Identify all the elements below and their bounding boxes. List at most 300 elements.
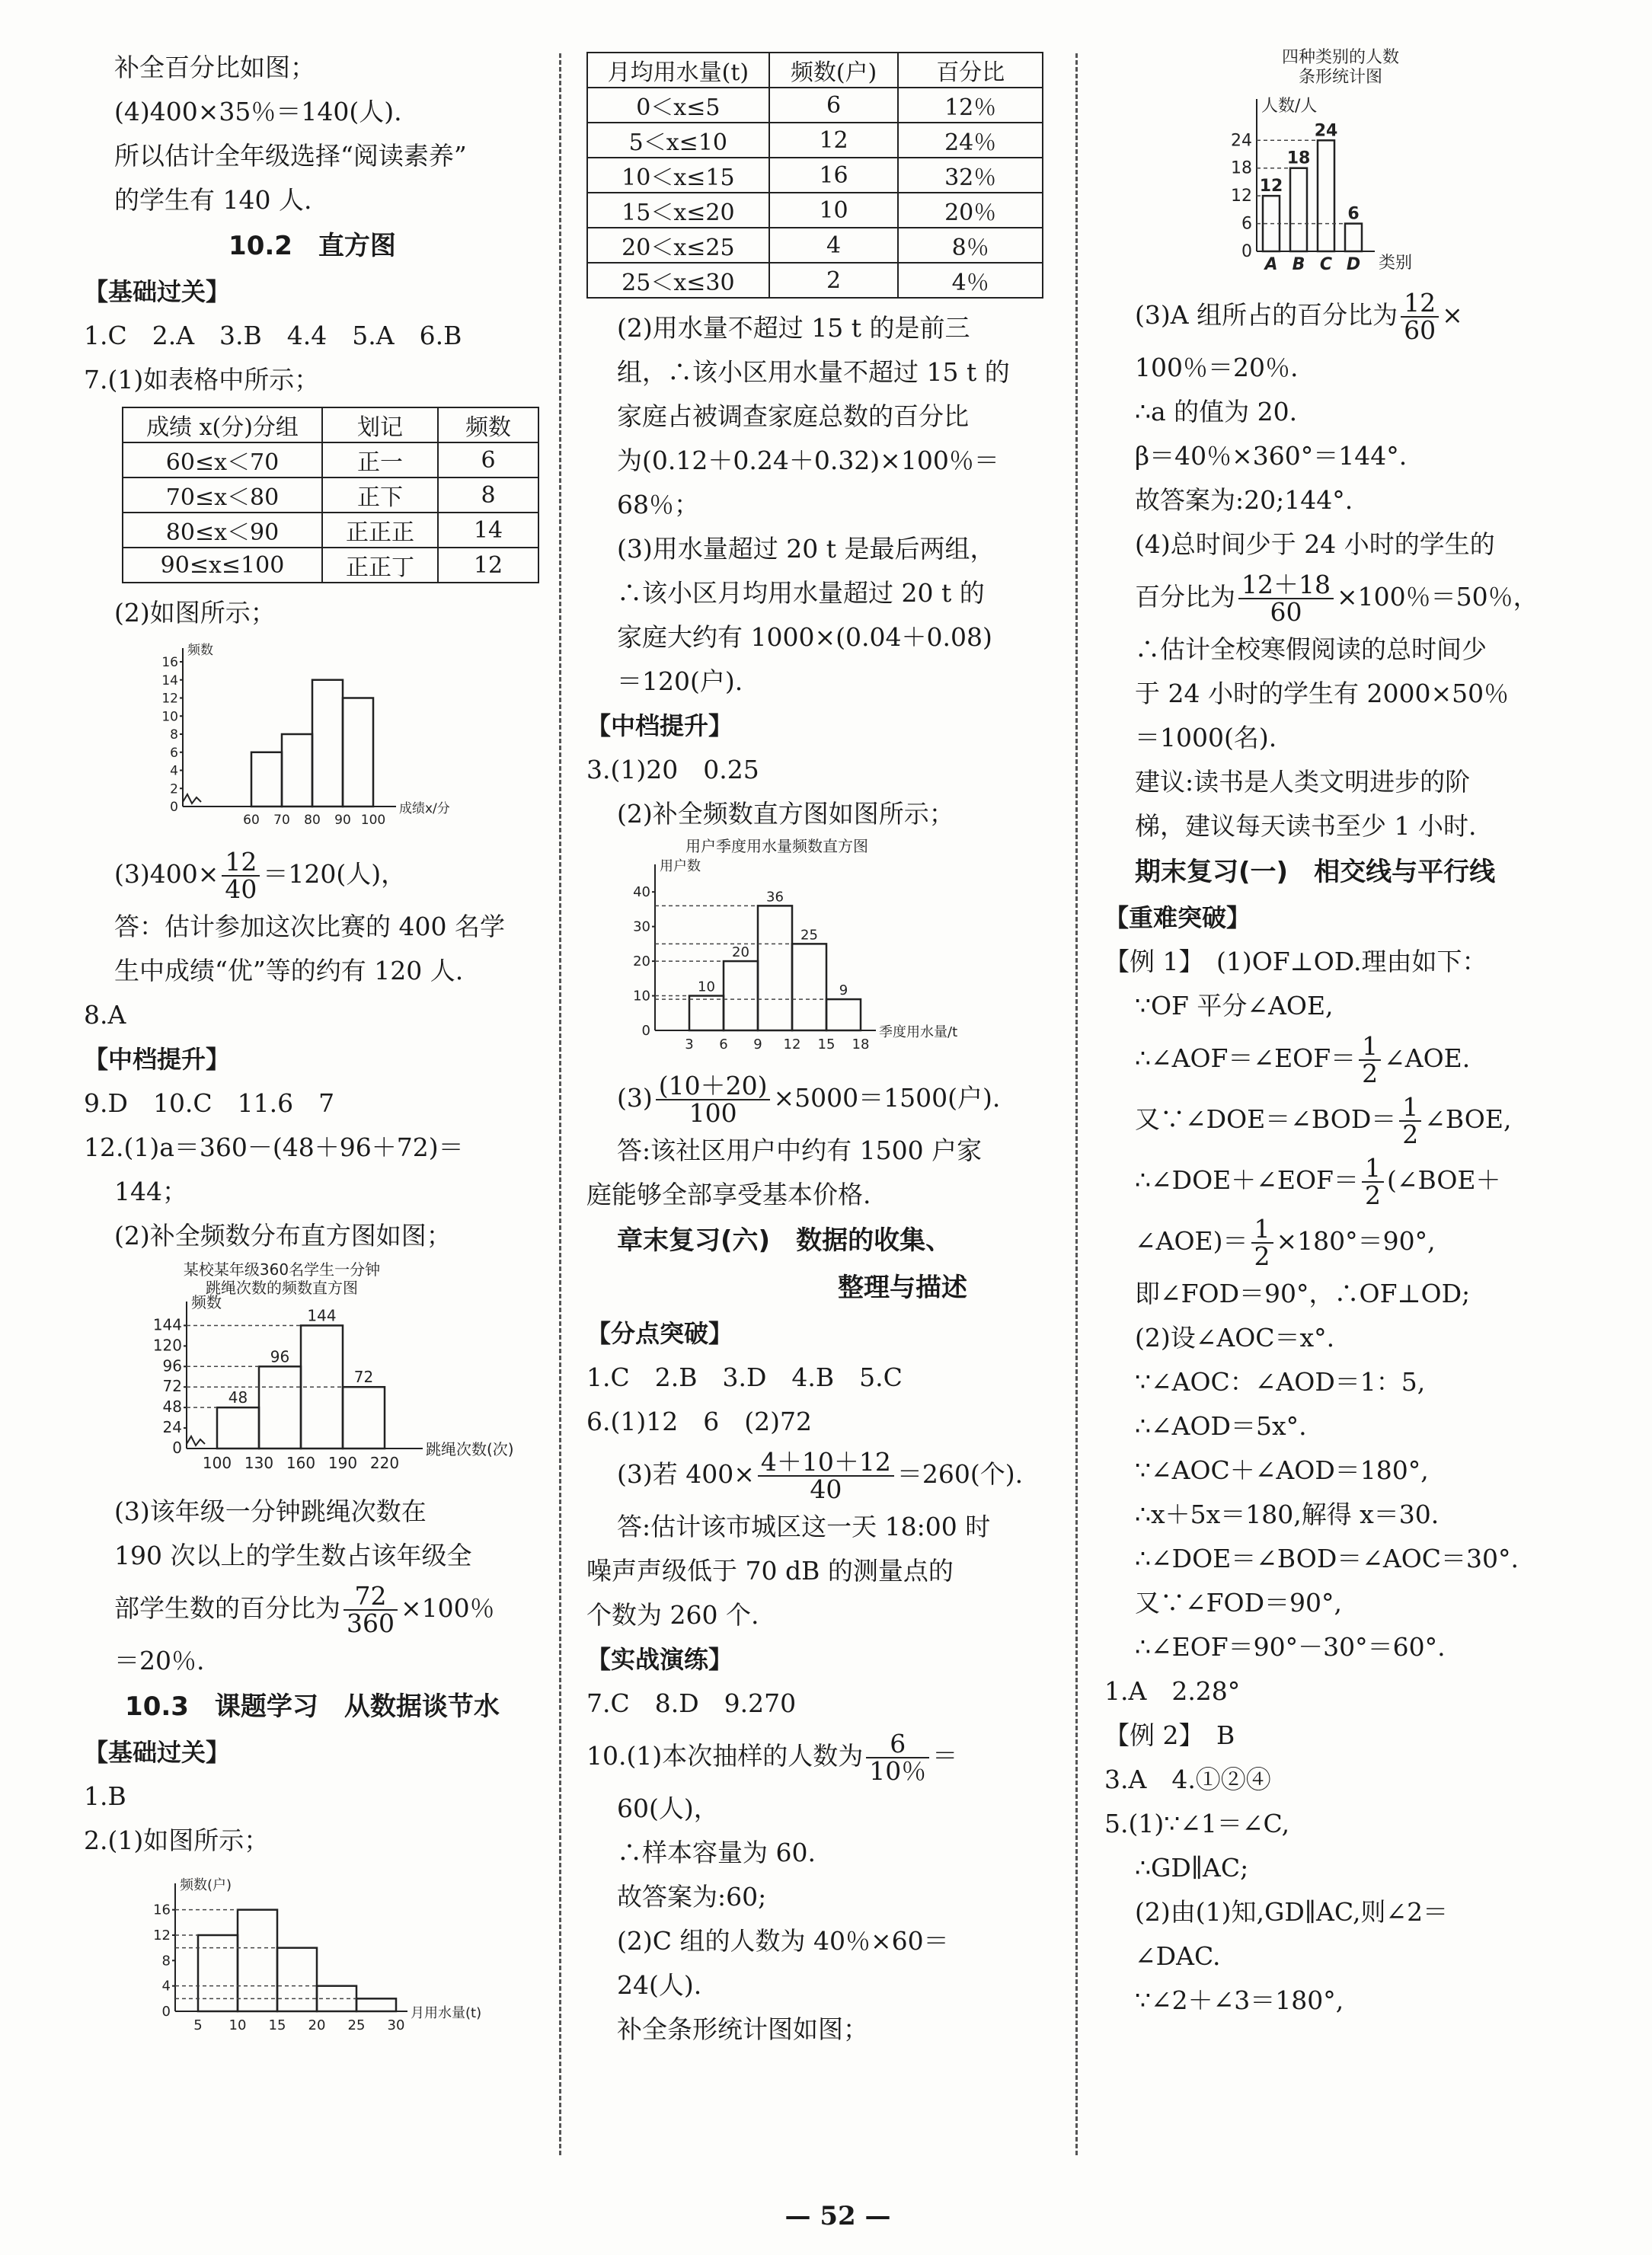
text-line bbox=[84, 844, 541, 905]
jump-rope-histogram bbox=[129, 1258, 526, 1487]
table-header-cell: 频数 bbox=[438, 407, 538, 442]
table-cell: 20＜x≤25 bbox=[587, 228, 769, 263]
text-line: ∴GD∥AC; bbox=[1135, 1853, 1249, 1883]
text-line: 噪声声级低于 70 dB 的测量点的 bbox=[586, 1556, 954, 1586]
text-line: ∠DAC. bbox=[1135, 1941, 1221, 1971]
x-axis-label: 成绩x/分 bbox=[399, 801, 450, 816]
text-line: 建议:读书是人类文明进步的阶 bbox=[1135, 767, 1471, 797]
y-tick-label: 20 bbox=[633, 953, 650, 970]
histogram-bar bbox=[724, 961, 758, 1030]
text-line: 60(人)， bbox=[617, 1793, 719, 1823]
numerator: 1 bbox=[1399, 1094, 1421, 1122]
table-row bbox=[587, 158, 1043, 193]
x-tick-label: 20 bbox=[308, 2017, 326, 2033]
bar-value-label: 9 bbox=[839, 982, 848, 999]
bar-value-label: 18 bbox=[1286, 149, 1311, 168]
water-usage-histogram bbox=[152, 1863, 548, 2038]
table-cell: 8 bbox=[438, 478, 538, 513]
x-tick-label: 100 bbox=[202, 1454, 232, 1472]
y-tick-label: 4 bbox=[170, 763, 178, 779]
text-line: 于 24 小时的学生有 2000×50％ bbox=[1135, 679, 1510, 708]
score-histogram bbox=[152, 635, 472, 841]
text-line bbox=[84, 1578, 541, 1639]
y-axis-label: 频数 bbox=[191, 1293, 222, 1311]
formula-part: ＝120(人)， bbox=[263, 859, 407, 889]
table-cell: 90≤x≤100 bbox=[123, 548, 322, 583]
table-cell: 25＜x≤30 bbox=[587, 263, 769, 298]
section-tag: 【基础过关】 bbox=[84, 277, 231, 306]
text-line: ＝120(户). bbox=[617, 666, 743, 696]
denominator: 360 bbox=[347, 1608, 395, 1638]
bar-value-label: 144 bbox=[307, 1306, 337, 1325]
fraction bbox=[656, 1073, 771, 1126]
formula-part: ∠AOE)＝ bbox=[1135, 1226, 1248, 1256]
bar-value-label: 10 bbox=[698, 979, 715, 995]
fraction bbox=[222, 849, 260, 902]
answer-line: 9.D 10.C 11.6 7 bbox=[84, 1088, 335, 1118]
numerator: 1 bbox=[1359, 1033, 1381, 1061]
table-header-row bbox=[123, 407, 538, 442]
answer-line: 1.C 2.A 3.B 4.4 5.A 6.B bbox=[84, 321, 462, 350]
text-line: 补全百分比如图； bbox=[114, 53, 315, 82]
x-tick-label: 18 bbox=[852, 1036, 870, 1052]
text-line bbox=[1104, 285, 1607, 346]
section-tag: 【分点突破】 bbox=[586, 1319, 733, 1348]
text-line: 24(人). bbox=[617, 1970, 702, 2000]
section-tag: 【实战演练】 bbox=[586, 1645, 733, 1674]
answer-line: 1.A 2.28° bbox=[1104, 1676, 1241, 1706]
formula-part: (3) bbox=[617, 1083, 653, 1113]
table-cell: 16 bbox=[769, 158, 899, 193]
y-tick-label: 14 bbox=[161, 672, 178, 688]
text-line: 家庭大约有 1000×(0.04＋0.08) bbox=[617, 622, 992, 652]
chart-title: 四种类别的人数 bbox=[1281, 48, 1400, 67]
fraction bbox=[1359, 1033, 1381, 1087]
text-line: ∴a 的值为 20. bbox=[1135, 397, 1298, 426]
table-row bbox=[123, 478, 538, 513]
text-line: 的学生有 140 人. bbox=[114, 185, 312, 215]
text-line: 故答案为:20;144°. bbox=[1135, 485, 1353, 515]
table-cell: 12 bbox=[438, 548, 538, 583]
table-cell: 14 bbox=[438, 513, 538, 548]
text-line: ∴样本容量为 60. bbox=[617, 1838, 816, 1867]
answer-line: 3.A 4.①②④ bbox=[1104, 1765, 1271, 1794]
section-heading: 整理与描述 bbox=[838, 1273, 967, 1303]
formula-part: (3)A 组所占的百分比为 bbox=[1135, 300, 1398, 330]
formula-part: 10.(1)本次抽样的人数为 bbox=[586, 1741, 864, 1771]
table-cell: 正正丁 bbox=[322, 548, 438, 583]
text-line: 家庭占被调查家庭总数的百分比 bbox=[617, 401, 969, 431]
formula-part: 百分比为 bbox=[1135, 582, 1235, 612]
denominator: 2 bbox=[1364, 1180, 1381, 1210]
text-line bbox=[1104, 1211, 1607, 1272]
text-line: ∴∠AOD＝5x°. bbox=[1135, 1411, 1307, 1441]
table-cell: 5＜x≤10 bbox=[587, 123, 769, 158]
formula-part: ∴∠DOE＋∠EOF＝ bbox=[1135, 1165, 1359, 1195]
text-line: (4)400×35％＝140(人). bbox=[114, 97, 402, 126]
bar bbox=[1318, 140, 1334, 251]
histogram-bar bbox=[251, 752, 282, 806]
text-line: (4)总时间少于 24 小时的学生的 bbox=[1135, 529, 1495, 559]
x-tick-label: 15 bbox=[817, 1036, 836, 1052]
numerator: 12 bbox=[1401, 290, 1439, 318]
y-tick-label: 6 bbox=[1241, 214, 1252, 234]
histogram-bar bbox=[356, 1998, 396, 2011]
bar-value-label: 6 bbox=[1347, 204, 1360, 224]
table-cell: 24％ bbox=[898, 123, 1043, 158]
table-cell: 70≤x＜80 bbox=[123, 478, 322, 513]
table-row bbox=[587, 88, 1043, 123]
histogram-bar bbox=[259, 1366, 301, 1449]
histogram-bar bbox=[238, 1910, 277, 2011]
column-3 bbox=[1104, 46, 1607, 2023]
bar bbox=[1290, 168, 1307, 251]
section-tag: 【重难突破】 bbox=[1104, 903, 1251, 932]
y-tick-label: 144 bbox=[152, 1315, 182, 1334]
formula-part: ×180°＝90°, bbox=[1276, 1226, 1436, 1256]
text-line: 为(0.12＋0.24＋0.32)×100％＝ bbox=[617, 446, 999, 475]
y-tick-label: 12 bbox=[153, 1928, 171, 1944]
text-line: 100％＝20％. bbox=[1135, 353, 1299, 382]
y-tick-label: 96 bbox=[162, 1356, 182, 1375]
chart-title: 跳绳次数的频数直方图 bbox=[206, 1279, 358, 1297]
x-axis-label: 跳绳次数(次) bbox=[426, 1440, 514, 1458]
text-line: (2)补全频数直方图如图所示； bbox=[617, 799, 954, 829]
table-row bbox=[123, 548, 538, 583]
answer-line: 1.C 2.B 3.D 4.B 5.C bbox=[586, 1362, 903, 1392]
text-line: 组，∴该小区用水量不超过 15 t 的 bbox=[617, 357, 1010, 387]
column-2 bbox=[586, 46, 1043, 2052]
text-line: ∴∠EOF＝90°－30°＝60°. bbox=[1135, 1632, 1446, 1662]
table-cell: 2 bbox=[769, 263, 899, 298]
denominator: 10％ bbox=[869, 1756, 927, 1786]
axis-break-mark bbox=[183, 794, 201, 803]
formula-part: (3)400× bbox=[114, 859, 219, 889]
y-tick-label: 4 bbox=[161, 1978, 171, 1995]
text-line: 梯，建议每天读书至少 1 小时. bbox=[1135, 811, 1477, 841]
example-line: 【例 2】 B bbox=[1104, 1720, 1235, 1750]
table-cell: 32％ bbox=[898, 158, 1043, 193]
category-label: B bbox=[1292, 255, 1305, 274]
fraction bbox=[1401, 290, 1439, 343]
y-tick-label: 18 bbox=[1231, 158, 1252, 178]
text-line: 所以估计全年级选择“阅读素养” bbox=[114, 141, 467, 171]
table-cell: 12 bbox=[769, 123, 899, 158]
answer-line bbox=[586, 1726, 1043, 1787]
formula-part: × bbox=[1442, 300, 1463, 330]
x-tick-label: 100 bbox=[360, 813, 386, 828]
table-cell: 4％ bbox=[898, 263, 1043, 298]
table-cell: 正正正 bbox=[322, 513, 438, 548]
formula-part: ＝ bbox=[932, 1741, 958, 1771]
table-cell: 20％ bbox=[898, 193, 1043, 228]
table-cell: 8％ bbox=[898, 228, 1043, 263]
denominator: 2 bbox=[1402, 1120, 1419, 1149]
text-line: (3)该年级一分钟跳绳次数在 bbox=[114, 1496, 427, 1526]
y-tick-label: 40 bbox=[633, 884, 650, 901]
category-label: C bbox=[1319, 255, 1333, 274]
x-tick-label: 160 bbox=[286, 1454, 316, 1472]
y-tick-label: 16 bbox=[161, 655, 178, 670]
x-tick-label: 25 bbox=[347, 2017, 366, 2033]
histogram-bar bbox=[689, 996, 724, 1030]
y-tick-label: 0 bbox=[641, 1023, 650, 1039]
histogram-bar bbox=[301, 1325, 343, 1449]
text-line: ∵∠AOC：∠AOD＝1：5, bbox=[1135, 1367, 1426, 1397]
bar bbox=[1345, 224, 1362, 251]
text-line: 144； bbox=[114, 1177, 187, 1206]
histogram-bar bbox=[277, 1948, 317, 2011]
formula-part: ×100％＝50％， bbox=[1336, 582, 1539, 612]
y-tick-label: 0 bbox=[1241, 242, 1252, 261]
text-line: 答:估计该市城区这一天 18:00 时 bbox=[617, 1512, 991, 1541]
table-cell: 4 bbox=[769, 228, 899, 263]
table-row bbox=[587, 263, 1043, 298]
x-tick-label: 90 bbox=[334, 813, 351, 828]
denominator: 40 bbox=[810, 1474, 842, 1504]
x-tick-label: 6 bbox=[719, 1036, 728, 1052]
text-line: 68％； bbox=[617, 490, 699, 519]
answer-line: 7.(1)如表格中所示； bbox=[84, 365, 320, 394]
y-axis-label: 人数/人 bbox=[1261, 97, 1318, 116]
text-line: ＝1000(名). bbox=[1135, 723, 1277, 752]
numerator: 4＋10＋12 bbox=[758, 1449, 894, 1477]
x-axis-label: 月用水量(t) bbox=[411, 2005, 482, 2021]
answer-line: 7.C 8.D 9.270 bbox=[586, 1688, 797, 1718]
x-tick-label: 30 bbox=[387, 2017, 405, 2033]
text-line: 故答案为:60; bbox=[617, 1882, 767, 1912]
quarterly-water-histogram bbox=[602, 836, 1028, 1065]
numerator: (10＋20) bbox=[656, 1073, 771, 1100]
text-line: 补全条形统计图如图； bbox=[617, 2014, 868, 2044]
fraction bbox=[758, 1449, 894, 1503]
category-label: A bbox=[1264, 255, 1278, 274]
histogram-bar bbox=[792, 944, 826, 1030]
histogram-bar bbox=[312, 680, 343, 806]
formula-part: (3)若 400× bbox=[617, 1459, 755, 1489]
y-tick-label: 24 bbox=[162, 1418, 182, 1437]
fraction bbox=[1238, 572, 1334, 625]
chart-title: 某校某年级360名学生一分钟 bbox=[183, 1260, 381, 1279]
section-heading: 期末复习(一) 相交线与平行线 bbox=[1135, 857, 1496, 887]
x-tick-label: 70 bbox=[273, 813, 290, 828]
denominator: 40 bbox=[225, 874, 257, 904]
y-tick-label: 10 bbox=[161, 709, 178, 725]
text-line: (2)如图所示； bbox=[114, 598, 276, 628]
answer-line: 12.(1)a＝360－(48＋96＋72)＝ bbox=[84, 1132, 464, 1162]
column-divider bbox=[559, 53, 561, 2155]
y-tick-label: 2 bbox=[170, 781, 178, 797]
y-tick-label: 72 bbox=[162, 1377, 182, 1396]
column-divider bbox=[1075, 53, 1078, 2155]
x-tick-label: 220 bbox=[369, 1454, 400, 1472]
text-line: ∴∠DOE＝∠BOD＝∠AOC＝30°. bbox=[1135, 1544, 1519, 1573]
table-row bbox=[587, 228, 1043, 263]
x-axis-label: 季度用水量/t bbox=[879, 1024, 958, 1040]
bar-value-label: 24 bbox=[1314, 121, 1338, 141]
example-line: 【例 1】 (1)OF⊥OD.理由如下： bbox=[1104, 947, 1487, 976]
x-tick-label: 10 bbox=[228, 2017, 247, 2033]
text-line bbox=[1104, 1028, 1607, 1089]
numerator: 6 bbox=[866, 1731, 929, 1758]
answer-line: 5.(1)∵∠1＝∠C, bbox=[1104, 1809, 1290, 1838]
fraction bbox=[1399, 1094, 1421, 1148]
formula-part: ∴∠AOF＝∠EOF＝ bbox=[1135, 1043, 1356, 1073]
table-cell: 60≤x＜70 bbox=[123, 442, 322, 478]
numerator: 1 bbox=[1362, 1155, 1384, 1183]
table-row bbox=[587, 193, 1043, 228]
table-cell: 10 bbox=[769, 193, 899, 228]
formula-part: ×100％ bbox=[401, 1593, 495, 1623]
x-tick-label: 60 bbox=[243, 813, 260, 828]
histogram-bar bbox=[343, 1387, 385, 1449]
section-tag: 【中档提升】 bbox=[84, 1045, 231, 1074]
table-cell: 6 bbox=[438, 442, 538, 478]
answer-line: 8.A bbox=[84, 1000, 126, 1030]
text-line: 庭能够全部享受基本价格. bbox=[586, 1180, 871, 1209]
y-tick-label: 0 bbox=[161, 2004, 171, 2020]
table-header-cell: 成绩 x(分)分组 bbox=[123, 407, 322, 442]
text-line: ∴x＋5x＝180,解得 x＝30. bbox=[1135, 1500, 1440, 1529]
formula-part: ×5000＝1500(户). bbox=[773, 1083, 1001, 1113]
answer-line: 2.(1)如图所示； bbox=[84, 1825, 270, 1855]
formula-part: ∠BOE, bbox=[1424, 1104, 1512, 1134]
text-line: (2)设∠AOC＝x°. bbox=[1135, 1323, 1335, 1353]
chart-title: 条形统计图 bbox=[1298, 68, 1383, 87]
x-tick-label: 9 bbox=[753, 1036, 762, 1052]
text-line: (3)用水量超过 20 t 是最后两组， bbox=[617, 534, 995, 564]
y-axis-label: 频数 bbox=[187, 643, 213, 658]
text-line: ∴该小区月均用水量超过 20 t 的 bbox=[617, 578, 985, 608]
text-line: ＝20％. bbox=[114, 1646, 205, 1675]
denominator: 100 bbox=[689, 1098, 737, 1128]
category-bar-chart bbox=[1211, 46, 1485, 282]
table-cell: 15＜x≤20 bbox=[587, 193, 769, 228]
numerator: 1 bbox=[1251, 1216, 1273, 1244]
table-cell: 正下 bbox=[322, 478, 438, 513]
bar-value-label: 36 bbox=[766, 889, 784, 906]
text-line: 个数为 260 个. bbox=[586, 1600, 759, 1630]
fraction bbox=[866, 1731, 929, 1784]
denominator: 2 bbox=[1362, 1059, 1379, 1088]
table-header-cell: 百分比 bbox=[898, 53, 1043, 88]
text-line: (2)C 组的人数为 40％×60＝ bbox=[617, 1926, 949, 1956]
denominator: 60 bbox=[1404, 315, 1436, 345]
section-heading: 10.3 课题学习 从数据谈节水 bbox=[125, 1691, 500, 1722]
y-tick-label: 8 bbox=[170, 727, 178, 743]
histogram-bar bbox=[282, 734, 312, 806]
formula-part: ＝260(个). bbox=[896, 1459, 1024, 1489]
table-row bbox=[123, 513, 538, 548]
y-axis-label: 频数(户) bbox=[180, 1877, 232, 1893]
numerator: 12＋18 bbox=[1238, 572, 1334, 599]
bar-value-label: 25 bbox=[800, 927, 818, 944]
text-line: ∵∠AOC＋∠AOD＝180°, bbox=[1135, 1455, 1429, 1485]
histogram-bar bbox=[217, 1407, 259, 1449]
table-cell: 6 bbox=[769, 88, 899, 123]
table-cell: 12％ bbox=[898, 88, 1043, 123]
bar-value-label: 72 bbox=[353, 1368, 374, 1387]
page-number: — 52 — bbox=[784, 2201, 891, 2231]
x-tick-label: 3 bbox=[685, 1036, 694, 1052]
fraction bbox=[1362, 1155, 1384, 1209]
section-tag: 【中档提升】 bbox=[586, 711, 733, 740]
section-tag: 【基础过关】 bbox=[84, 1738, 231, 1767]
histogram-bar bbox=[198, 1935, 238, 2011]
x-tick-label: 5 bbox=[193, 2017, 203, 2033]
table-row bbox=[123, 442, 538, 478]
text-line bbox=[1104, 567, 1607, 628]
table-row bbox=[587, 123, 1043, 158]
y-tick-label: 30 bbox=[633, 918, 650, 935]
bar-value-label: 96 bbox=[270, 1347, 290, 1366]
text-line bbox=[1104, 1089, 1607, 1150]
answer-line: 6.(1)12 6 (2)72 bbox=[586, 1407, 812, 1436]
formula-part: ∠AOE. bbox=[1384, 1043, 1471, 1073]
text-line bbox=[586, 1068, 1043, 1129]
numerator: 72 bbox=[344, 1583, 398, 1611]
table-cell: 80≤x＜90 bbox=[123, 513, 322, 548]
axis-break-mark bbox=[187, 1436, 205, 1445]
histogram-bar bbox=[343, 698, 373, 807]
histogram-bar bbox=[758, 906, 792, 1030]
y-tick-label: 8 bbox=[161, 1953, 171, 1969]
bar-value-label: 20 bbox=[732, 944, 749, 961]
text-line: 答：估计参加这次比赛的 400 名学 bbox=[114, 912, 505, 941]
x-tick-label: 15 bbox=[268, 2017, 286, 2033]
x-tick-label: 130 bbox=[244, 1454, 274, 1472]
y-tick-label: 12 bbox=[161, 691, 178, 707]
bar-value-label: 12 bbox=[1259, 177, 1283, 196]
text-line: ∵OF 平分∠AOE, bbox=[1135, 991, 1334, 1020]
table-cell: 10＜x≤15 bbox=[587, 158, 769, 193]
text-line: 答:该社区用户中约有 1500 户家 bbox=[617, 1135, 983, 1165]
table-header-row bbox=[587, 53, 1043, 88]
y-tick-label: 12 bbox=[1231, 187, 1252, 206]
answer-line: 3.(1)20 0.25 bbox=[586, 755, 759, 784]
fraction bbox=[344, 1583, 398, 1637]
fraction bbox=[1251, 1216, 1273, 1270]
denominator: 2 bbox=[1254, 1241, 1270, 1271]
denominator: 60 bbox=[1270, 597, 1302, 627]
y-tick-label: 120 bbox=[152, 1336, 182, 1355]
y-tick-label: 0 bbox=[170, 800, 178, 815]
text-line: (2)用水量不超过 15 t 的是前三 bbox=[617, 313, 970, 343]
text-line: 又∵∠FOD＝90°, bbox=[1135, 1588, 1343, 1618]
table-cell: 0＜x≤5 bbox=[587, 88, 769, 123]
answer-line: 1.B bbox=[84, 1781, 126, 1811]
formula-part: 又∵∠DOE＝∠BOD＝ bbox=[1135, 1104, 1397, 1134]
text-line: (2)补全频数分布直方图如图； bbox=[114, 1221, 452, 1250]
y-tick-label: 16 bbox=[153, 1902, 171, 1918]
column-1 bbox=[84, 46, 541, 2041]
water-usage-table bbox=[586, 52, 1043, 299]
score-table bbox=[122, 407, 539, 583]
table-header-cell: 频数(户) bbox=[769, 53, 899, 88]
x-axis-label: 类别 bbox=[1379, 254, 1413, 273]
numerator: 12 bbox=[222, 849, 260, 877]
x-tick-label: 12 bbox=[783, 1036, 801, 1052]
y-tick-label: 24 bbox=[1231, 131, 1252, 151]
y-axis-label: 用户数 bbox=[660, 858, 701, 874]
chart-title: 用户季度用水量频数直方图 bbox=[685, 837, 868, 855]
formula-part: (∠BOE＋ bbox=[1386, 1165, 1501, 1195]
table-header-cell: 划记 bbox=[322, 407, 438, 442]
x-tick-label: 80 bbox=[304, 813, 321, 828]
y-tick-label: 0 bbox=[172, 1439, 182, 1457]
text-line: ∴估计全校寒假阅读的总时间少 bbox=[1135, 634, 1487, 664]
bar-value-label: 48 bbox=[228, 1388, 248, 1407]
